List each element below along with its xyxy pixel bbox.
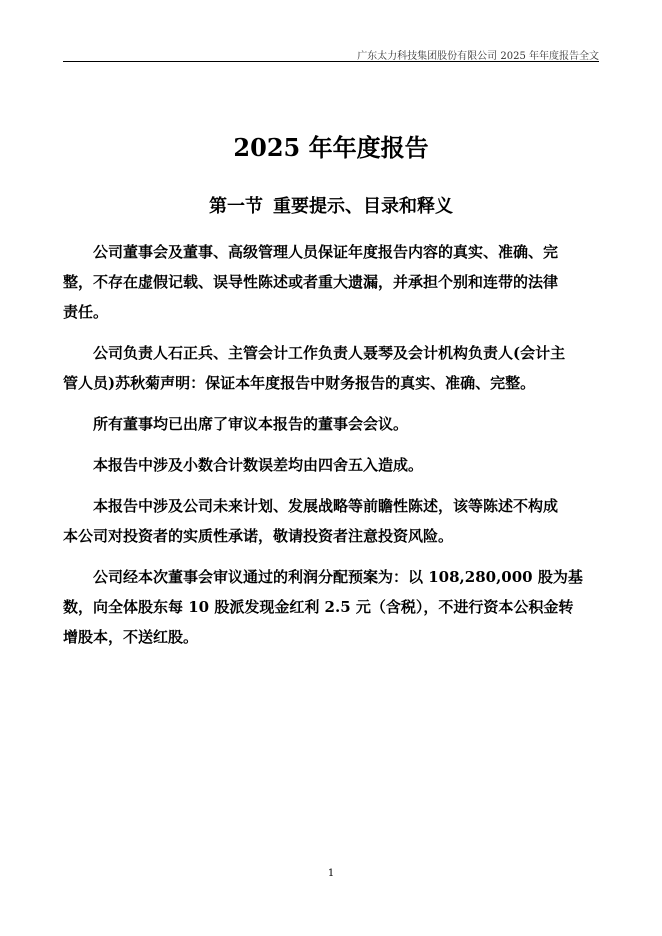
text-line: 本报告中涉及小数合计数误差均由四舍五入造成。 xyxy=(93,456,424,474)
text-line: 责任。 xyxy=(63,303,109,321)
header-divider xyxy=(63,61,599,62)
text-line: 公司负责人石正兵、主管会计工作负责人聂琴及会计机构负责人(会计主 xyxy=(93,344,566,362)
text-line: 公司董事会及董事、高级管理人员保证年度报告内容的真实、准确、完 xyxy=(93,243,559,261)
paragraph-attendance xyxy=(63,409,599,439)
document-title: 2025 年年度报告 xyxy=(233,133,429,162)
text-line: 本报告中涉及公司未来计划、发展战略等前瞻性陈述，该等陈述不构成 xyxy=(93,497,559,515)
section-number: 第一节 xyxy=(209,196,263,217)
page-number: 1 xyxy=(327,868,335,879)
text-line: 增股本，不送红股。 xyxy=(63,628,199,646)
text-line: 整，不存在虚假记载、误导性陈述或者重大遗漏，并承担个别和连带的法律 xyxy=(63,273,559,291)
text-line: 本公司对投资者的实质性承诺，敬请投资者注意投资风险。 xyxy=(63,527,454,545)
text-line: 所有董事均已出席了审议本报告的董事会会议。 xyxy=(93,415,409,433)
notice-body xyxy=(63,237,599,663)
paragraph-profit-distribution xyxy=(63,562,599,652)
paragraph-board-guarantee xyxy=(63,237,599,327)
running-header: 广东太力科技集团股份有限公司 2025 年年度报告全文 xyxy=(357,51,599,62)
text-line: 数，向全体股东每 10 股派发现金红利 2.5 元（含税），不进行资本公积金转 xyxy=(63,598,574,616)
paragraph-responsible-persons xyxy=(63,338,599,398)
section-title: 重要提示、目录和释义 xyxy=(273,196,453,217)
paragraph-forward-looking xyxy=(63,491,599,551)
text-line: 公司经本次董事会审议通过的利润分配预案为：以 108,280,000 股为基 xyxy=(93,568,583,586)
text-line: 管人员)苏秋菊声明：保证本年度报告中财务报告的真实、准确、完整。 xyxy=(63,374,536,392)
paragraph-rounding xyxy=(63,450,599,480)
section-heading xyxy=(0,192,662,218)
